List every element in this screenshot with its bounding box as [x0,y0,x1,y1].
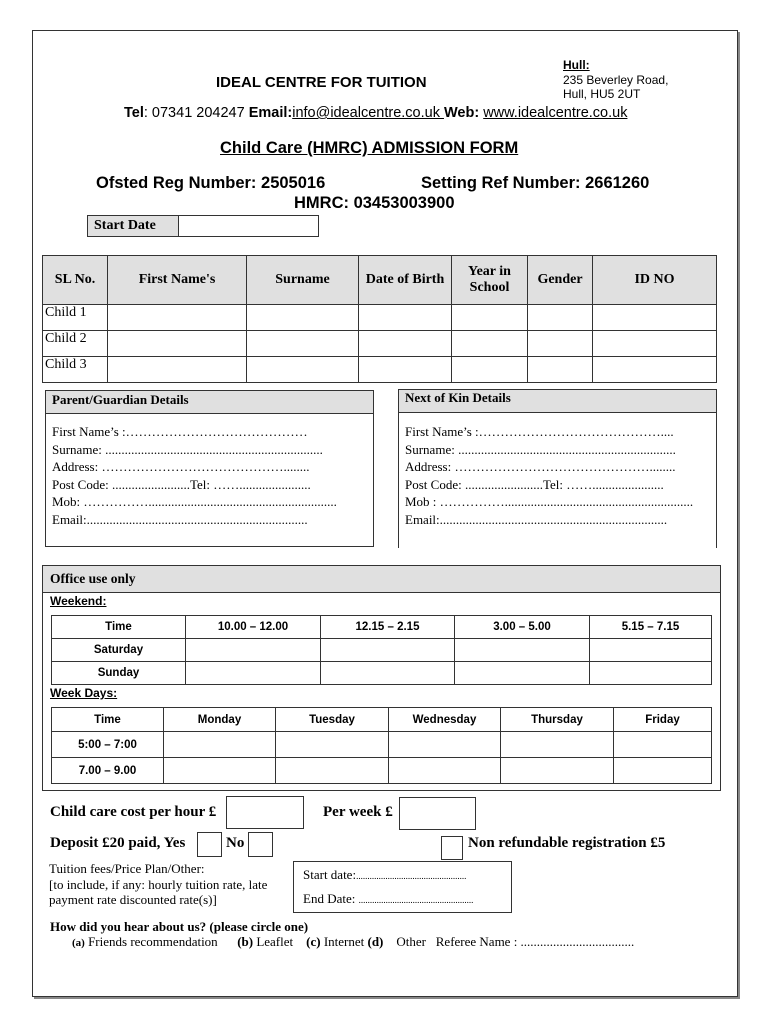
tuition-line-2: [to include, if any: hourly tuition rate, late [49,876,268,892]
weekend-header-slot-2: 12.15 – 2.15 [321,616,455,639]
child-3-first-name[interactable] [108,357,247,383]
non-refundable-checkbox[interactable] [441,836,463,860]
hear-question: How did you hear about us? (please circle one) [50,919,309,934]
header-first-name: First Name's [108,256,247,305]
deposit-label: Deposit £20 paid, Yes [50,835,186,851]
option-leaflet[interactable]: Leaflet [256,934,294,949]
cost-per-hour-label: Child care cost per hour £ [50,804,217,820]
kin-first-name-field[interactable]: First Name’s :…………………………………….... [405,424,674,439]
child-1-gender[interactable] [528,305,593,331]
weekday-row-1-tue[interactable] [276,732,389,758]
option-d-label: (d) [367,934,384,949]
header-year-in-school: Year in School [452,256,528,305]
child-2-id[interactable] [593,331,717,357]
parent-postcode-tel-field[interactable]: Post Code: ........................Tel: ……...................... [52,476,311,492]
weekend-label: Weekend: [50,594,107,608]
org-name: IDEAL CENTRE FOR TUITION [216,74,427,91]
tuition-end-date-label: End Date: [303,891,356,906]
option-a-label: (a) [72,937,85,949]
weekday-header-time: Time [52,708,164,732]
kin-email-field[interactable]: Email:...................................................................... [405,511,668,527]
contact-line [124,105,627,121]
per-week-input[interactable] [399,797,476,830]
cost-per-hour-input[interactable] [226,796,304,829]
weekend-header-slot-1: 10.00 – 12.00 [186,616,321,639]
row-label-child-3: Child 3 [43,357,108,383]
child-1-dob[interactable] [359,305,452,331]
kin-address-field[interactable]: Address: ………………………………………........ [405,459,676,474]
weekday-row-2-wed[interactable] [389,758,501,784]
parent-details-box [45,390,374,547]
kin-surname-field[interactable]: Surname: ................................................................... [405,441,676,457]
child-2-dob[interactable] [359,331,452,357]
weekday-row-2-mon[interactable] [164,758,276,784]
hear-options [72,934,634,950]
child-2-year[interactable] [452,331,528,357]
tuition-line-3: payment rate discounted rate(s)] [49,892,217,907]
weekday-row-2: 7.00 – 9.00 [52,758,164,784]
weekday-header-wednesday: Wednesday [389,708,501,732]
child-2-first-name[interactable] [108,331,247,357]
parent-details-title: Parent/Guardian Details [46,391,373,414]
weekday-row-2-fri[interactable] [614,758,712,784]
tuition-fees-text [49,861,267,908]
weekend-header-slot-3: 3.00 – 5.00 [455,616,590,639]
start-date-row [87,215,319,237]
email-link[interactable]: info@idealcentre.co.uk [292,105,444,121]
child-2-gender[interactable] [528,331,593,357]
weekday-row-1: 5:00 – 7:00 [52,732,164,758]
parent-mob-field[interactable]: Mob: …………….......................................................... [52,494,337,509]
child-1-surname[interactable] [247,305,359,331]
tel-value: : 07341 204247 [143,105,249,121]
sunday-slot-3[interactable] [455,662,590,685]
deposit-yes-checkbox[interactable] [197,832,222,857]
weekday-row-2-tue[interactable] [276,758,389,784]
row-label-child-2: Child 2 [43,331,108,357]
hmrc-number: HMRC: 03453003900 [294,194,455,212]
header-gender: Gender [528,256,593,305]
parent-email-field[interactable]: Email:.................................................................... [52,511,308,527]
sunday-slot-1[interactable] [186,662,321,685]
web-link[interactable]: www.idealcentre.co.uk [483,105,628,121]
weekend-row-sunday: Sunday [52,662,186,685]
header-surname: Surname [247,256,359,305]
weekday-header-tuesday: Tuesday [276,708,389,732]
tuition-start-date-field[interactable]: Start date:................................................. [303,867,467,882]
weekend-table [51,615,712,685]
parent-first-name-field[interactable]: First Name’s :…………………………………… [52,424,308,439]
web-label: Web: [443,105,480,121]
deposit-no-label: No [226,835,245,851]
tel-label: Tel [124,105,144,121]
header-dob: Date of Birth [359,256,452,305]
sunday-slot-2[interactable] [321,662,455,685]
setting-ref-number: Setting Ref Number: 2661260 [421,174,650,192]
address-line2: Hull, HU5 2UT [563,87,641,101]
address-block [563,58,668,102]
saturday-slot-1[interactable] [186,639,321,662]
header-id-no: ID NO [593,256,717,305]
weekday-row-1-wed[interactable] [389,732,501,758]
start-date-input[interactable] [179,216,318,236]
weekdays-label: Week Days: [50,686,118,700]
tuition-start-date-label: Start date: [303,867,357,882]
weekday-header-thursday: Thursday [501,708,614,732]
ofsted-number: Ofsted Reg Number: 2505016 [96,174,326,192]
referee-name-field[interactable]: Referee Name : ................................... [435,934,635,949]
sunday-slot-4[interactable] [590,662,712,685]
non-refundable-label: Non refundable registration £5 [468,835,666,851]
child-3-year[interactable] [452,357,528,383]
child-2-surname[interactable] [247,331,359,357]
weekday-row-1-mon[interactable] [164,732,276,758]
weekend-row-saturday: Saturday [52,639,186,662]
weekday-row-1-thu[interactable] [501,732,614,758]
weekday-header-monday: Monday [164,708,276,732]
weekend-header-slot-4: 5.15 – 7.15 [590,616,712,639]
child-3-surname[interactable] [247,357,359,383]
option-b-label: (b) [237,934,254,949]
kin-details-box [398,389,717,548]
saturday-slot-3[interactable] [455,639,590,662]
email-label: Email: [248,105,293,121]
tuition-dates-box [293,861,512,913]
saturday-slot-2[interactable] [321,639,455,662]
kin-mob-field[interactable]: Mob : …………….......................................................... [405,494,694,509]
tuition-line-1: Tuition fees/Price Plan/Other: [49,861,205,876]
option-other[interactable]: Other [396,934,426,949]
weekday-header-friday: Friday [614,708,712,732]
child-3-dob[interactable] [359,357,452,383]
child-table [42,255,717,383]
office-use-title: Office use only [43,566,720,593]
weekday-row-1-fri[interactable] [614,732,712,758]
start-date-label: Start Date [88,216,179,236]
tuition-end-date-field[interactable]: End Date: ................................................... [303,891,474,906]
form-title: Child Care (HMRC) ADMISSION FORM [220,139,519,157]
child-1-first-name[interactable] [108,305,247,331]
weekday-table [51,707,712,784]
child-1-year[interactable] [452,305,528,331]
parent-address-field[interactable]: Address: ……………………………………........ [52,459,310,474]
kin-postcode-tel-field[interactable]: Post Code: ........................Tel: ……...................... [405,476,664,492]
option-friends[interactable]: Friends recommendation [88,934,218,949]
option-c-label: (c) [306,934,321,949]
address-label: Hull: [563,58,590,72]
child-3-gender[interactable] [528,357,593,383]
child-1-id[interactable] [593,305,717,331]
address-line1: 235 Beverley Road, [563,72,669,87]
per-week-label: Per week £ [323,804,393,820]
header-sl-no: SL No. [43,256,108,305]
option-internet[interactable]: Internet [323,934,365,949]
child-3-id[interactable] [593,357,717,383]
row-label-child-1: Child 1 [43,305,108,331]
parent-surname-field[interactable]: Surname: ................................................................... [52,441,323,457]
kin-details-title: Next of Kin Details [399,390,716,413]
weekday-row-2-thu[interactable] [501,758,614,784]
deposit-no-checkbox[interactable] [248,832,273,857]
saturday-slot-4[interactable] [590,639,712,662]
weekend-header-time: Time [52,616,186,639]
